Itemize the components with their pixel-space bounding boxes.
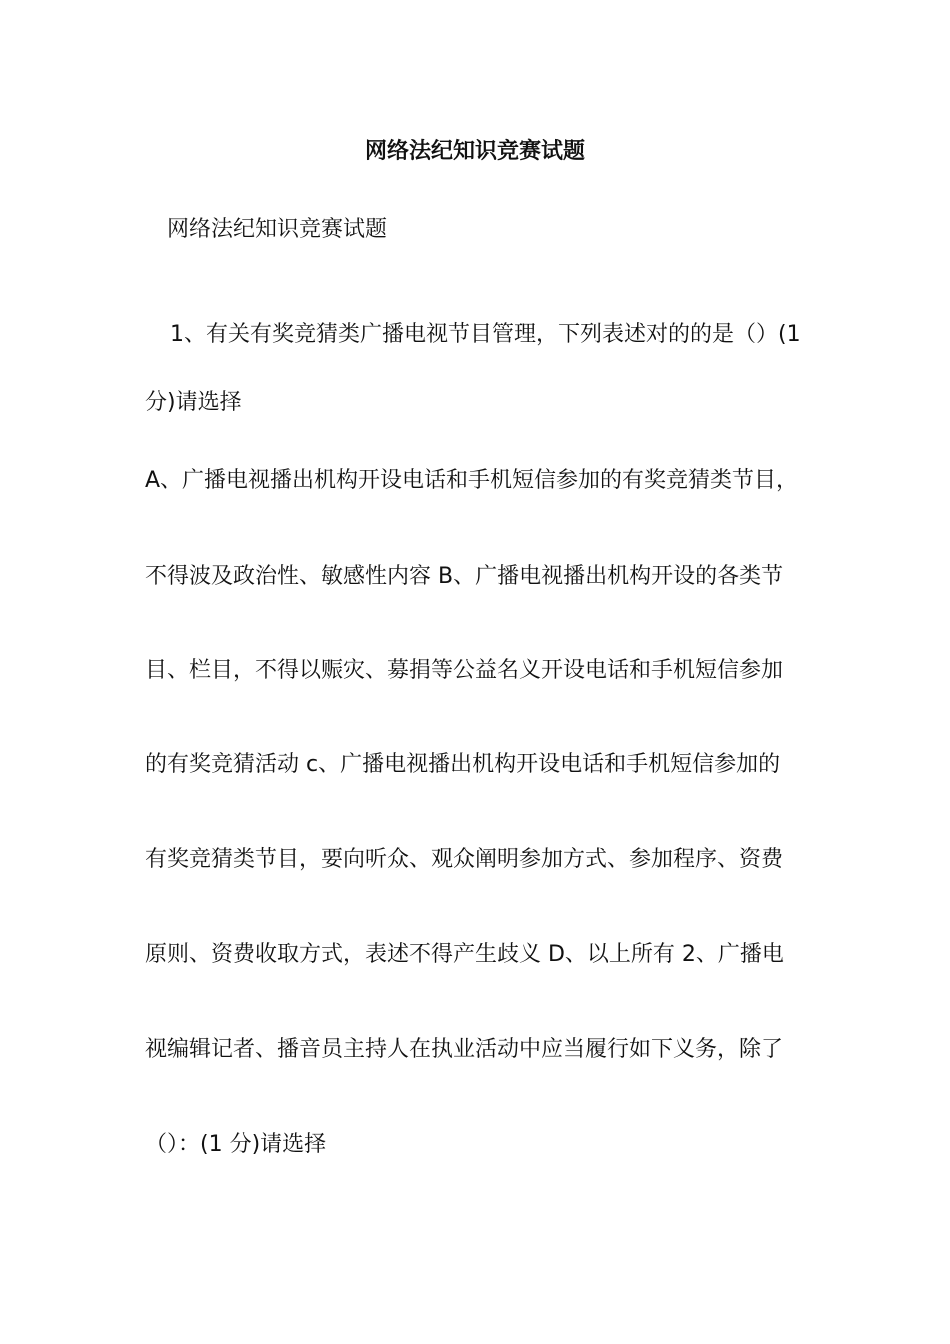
option-c-line: 的有奖竞猜活动 c、广播电视播出机构开设电话和手机短信参加的 — [145, 752, 781, 777]
question-1-line-2: 分)请选择 — [145, 390, 242, 415]
question-1-line-1: 1、有关有奖竞猜类广播电视节目管理，下列表述对的的是（）(1 — [170, 322, 801, 347]
option-c-line-2: 有奖竞猜类节目，要向听众、观众阐明参加方式、参加程序、资费 — [145, 847, 784, 872]
option-d-line: 原则、资费收取方式，表述不得产生歧义 D、以上所有 2、广播电 — [145, 942, 784, 967]
option-b-line: 不得波及政治性、敏感性内容 B、广播电视播出机构开设的各类节 — [145, 564, 784, 589]
question-2-line-1: 视编辑记者、播音员主持人在执业活动中应当履行如下义务，除了 — [145, 1037, 784, 1062]
question-2-line-2: （）：(1 分)请选择 — [145, 1132, 327, 1157]
option-a-line: A、广播电视播出机构开设电话和手机短信参加的有奖竞猜类节目， — [145, 468, 799, 493]
option-b-line-2: 目、栏目，不得以赈灾、募捐等公益名义开设电话和手机短信参加 — [145, 658, 784, 683]
document-title: 网络法纪知识竞赛试题 — [364, 139, 585, 164]
document-subtitle: 网络法纪知识竞赛试题 — [167, 217, 388, 242]
